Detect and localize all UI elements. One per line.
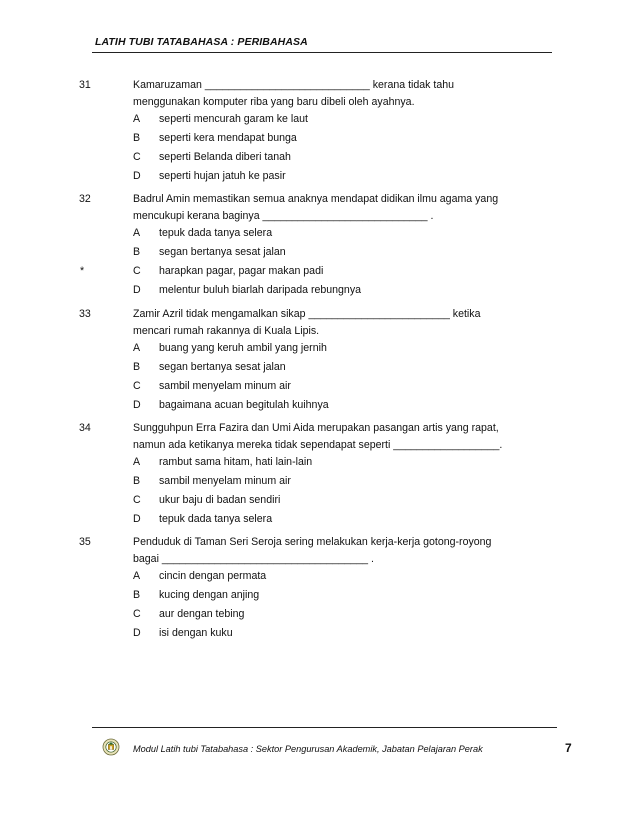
- option-letter: B: [133, 589, 141, 601]
- question-line: namun ada ketikanya mereka tidak sependapat seperti __________________.: [133, 439, 503, 451]
- option-letter: A: [133, 570, 141, 582]
- question-number: 33: [79, 308, 91, 320]
- option-letter: A: [133, 227, 141, 239]
- option-d[interactable]: [0, 511, 600, 529]
- option-letter: A: [133, 113, 141, 125]
- option-text: cincin dengan permata: [159, 570, 267, 582]
- option-letter: A: [133, 456, 141, 468]
- question-line: menggunakan komputer riba yang baru dibeli oleh ayahnya.: [133, 96, 415, 108]
- header-rule: [92, 52, 552, 53]
- question-text: [133, 420, 523, 454]
- state-crest-icon: [102, 738, 120, 756]
- option-letter: B: [133, 246, 141, 258]
- option-letter: D: [133, 399, 141, 411]
- option-letter: B: [133, 361, 141, 373]
- option-text: rambut sama hitam, hati lain-lain: [159, 456, 313, 468]
- option-text: melentur buluh biarlah daripada rebungnya: [159, 284, 362, 296]
- option-b[interactable]: [0, 244, 600, 262]
- option-a[interactable]: [0, 454, 600, 472]
- option-b[interactable]: [0, 473, 600, 491]
- answer-mark: *: [80, 265, 85, 277]
- question-line: bagai ___________________________________ .: [133, 553, 374, 565]
- footer-rule: [92, 727, 557, 728]
- option-text: tepuk dada tanya selera: [159, 513, 273, 525]
- option-text: seperti mencurah garam ke laut: [159, 113, 308, 125]
- question-text: [133, 77, 523, 111]
- option-letter: C: [133, 608, 141, 620]
- question-line: Sungguhpun Erra Fazira dan Umi Aida merupakan pasangan artis yang rapat,: [133, 422, 499, 434]
- question-number: 35: [79, 536, 91, 548]
- option-text: buang yang keruh ambil yang jernih: [159, 342, 327, 354]
- option-c[interactable]: [0, 606, 600, 624]
- header-title: LATIH TUBI TATABAHASA : PERIBAHASA: [95, 36, 308, 48]
- page-number: 7: [565, 741, 572, 755]
- option-letter: A: [133, 342, 141, 354]
- option-text: segan bertanya sesat jalan: [159, 246, 286, 258]
- option-d[interactable]: [0, 397, 600, 415]
- option-a[interactable]: [0, 340, 600, 358]
- option-letter: B: [133, 475, 141, 487]
- option-text: seperti Belanda diberi tanah: [159, 151, 291, 163]
- option-d[interactable]: [0, 625, 600, 643]
- option-c[interactable]: [0, 492, 600, 510]
- option-text: sambil menyelam minum air: [159, 380, 291, 392]
- option-text: segan bertanya sesat jalan: [159, 361, 286, 373]
- option-text: isi dengan kuku: [159, 627, 233, 639]
- question-number: 34: [79, 422, 91, 434]
- option-c[interactable]: [0, 263, 600, 281]
- option-letter: C: [133, 494, 141, 506]
- option-letter: D: [133, 170, 141, 182]
- option-letter: C: [133, 380, 141, 392]
- option-text: bagaimana acuan begitulah kuihnya: [159, 399, 329, 411]
- option-c[interactable]: [0, 149, 600, 167]
- question-line: Zamir Azril tidak mengamalkan sikap ________________________ ketika: [133, 308, 481, 320]
- option-text: sambil menyelam minum air: [159, 475, 291, 487]
- option-letter: D: [133, 513, 141, 525]
- option-b[interactable]: [0, 359, 600, 377]
- question-line: Badrul Amin memastikan semua anaknya mendapat didikan ilmu agama yang: [133, 193, 499, 205]
- option-b[interactable]: [0, 130, 600, 148]
- question-text: [133, 534, 523, 568]
- option-letter: C: [133, 151, 141, 163]
- question-text: [133, 306, 523, 340]
- option-letter: B: [133, 132, 141, 144]
- option-text: aur dengan tebing: [159, 608, 245, 620]
- question-line: mencari rumah rakannya di Kuala Lipis.: [133, 325, 320, 337]
- question-line: Penduduk di Taman Seri Seroja sering melakukan kerja-kerja gotong-royong: [133, 536, 492, 548]
- option-letter: D: [133, 284, 141, 296]
- option-c[interactable]: [0, 378, 600, 396]
- option-text: seperti kera mendapat bunga: [159, 132, 297, 144]
- option-text: ukur baju di badan sendiri: [159, 494, 281, 506]
- option-text: seperti hujan jatuh ke pasir: [159, 170, 286, 182]
- option-b[interactable]: [0, 587, 600, 605]
- option-d[interactable]: [0, 282, 600, 300]
- footer-text: Modul Latih tubi Tatabahasa : Sektor Pengurusan Akademik, Jabatan Pelajaran Perak: [133, 744, 483, 754]
- option-text: harapkan pagar, pagar makan padi: [159, 265, 324, 277]
- option-letter: C: [133, 265, 141, 277]
- option-text: kucing dengan anjing: [159, 589, 260, 601]
- option-a[interactable]: [0, 111, 600, 129]
- question-number: 31: [79, 79, 91, 91]
- question-text: [133, 191, 523, 225]
- question-line: mencukupi kerana baginya ____________________________ .: [133, 210, 434, 222]
- question-line: Kamaruzaman ____________________________ kerana tidak tahu: [133, 79, 455, 91]
- option-a[interactable]: [0, 568, 600, 586]
- question-number: 32: [79, 193, 91, 205]
- option-d[interactable]: [0, 168, 600, 186]
- option-a[interactable]: [0, 225, 600, 243]
- option-text: tepuk dada tanya selera: [159, 227, 273, 239]
- option-letter: D: [133, 627, 141, 639]
